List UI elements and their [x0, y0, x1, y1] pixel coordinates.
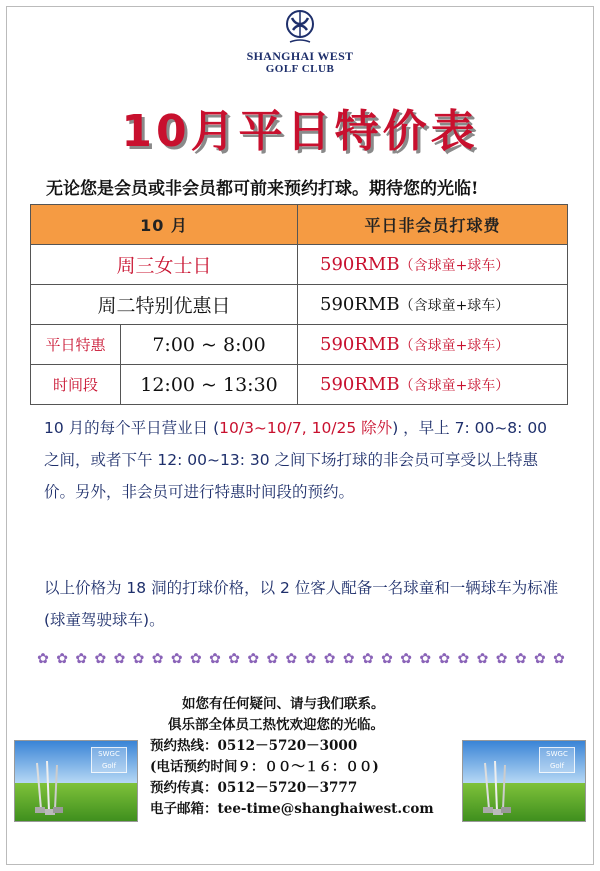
price-note: （含球童+球车）: [399, 298, 510, 314]
price-value: 590RMB: [320, 374, 400, 395]
contact-line-question: 如您有任何疑问、请与我们联系。: [182, 696, 385, 712]
flower-icon: ✿: [419, 651, 432, 667]
club-logo: [230, 8, 370, 75]
reservation-fax: 预约传真：0512－5720－3777: [150, 780, 358, 796]
logo-text-line2: GOLF CLUB: [265, 63, 335, 75]
flower-icon: ✿: [457, 651, 470, 667]
table-header-row: [31, 205, 568, 245]
slot-price-noon: [298, 365, 568, 405]
flower-icon: ✿: [266, 651, 279, 667]
logo-emblem-icon: [282, 8, 318, 46]
price-table: [30, 204, 568, 405]
flower-icon: ✿: [113, 651, 126, 667]
slot-price-morning: [298, 325, 568, 365]
golf-clubs-image: [475, 761, 519, 817]
flower-icon: ✿: [533, 651, 546, 667]
price-value: 590RMB: [320, 254, 400, 275]
header-month: 10 月: [31, 205, 298, 245]
golf-clubs-image: [27, 761, 71, 817]
image-brand-badge: SWGC Golf: [539, 747, 575, 773]
row-ladies-day-price: [298, 245, 568, 285]
price-note: （含球童+球车）: [399, 338, 510, 354]
header-fee: 平日非会员打球费: [298, 205, 568, 245]
flower-icon: ✿: [514, 651, 527, 667]
excluded-dates: 10/3~10/7, 10/25 除外: [219, 419, 393, 437]
table-row: [31, 285, 568, 325]
contact-info: [150, 694, 460, 820]
price-value: 590RMB: [320, 294, 400, 315]
row-tuesday-price: [298, 285, 568, 325]
flower-icon: ✿: [247, 651, 260, 667]
contact-line-welcome: 俱乐部全体员工热忱欢迎您的光临。: [168, 717, 384, 733]
flower-divider: [36, 652, 566, 672]
flower-icon: ✿: [495, 651, 508, 667]
logo-text-line1: SHANGHAI WEST: [246, 49, 354, 63]
table-row: [31, 325, 568, 365]
contact-email[interactable]: 电子邮箱：tee-time@shanghaiwest.com: [150, 801, 434, 817]
price-value: 590RMB: [320, 334, 400, 355]
flower-icon: ✿: [190, 651, 202, 667]
flower-icon: ✿: [342, 651, 355, 667]
page-title: 10月平日特价表: [121, 106, 479, 157]
paragraph-pricing-standard: 以上价格为 18 洞的打球价格，以 2 位客人配备一名球童和一辆球车为标准 (球童驾驶球车)。: [44, 579, 559, 629]
flower-icon: ✿: [361, 651, 374, 667]
flower-icon: ✿: [37, 651, 49, 667]
table-row: [31, 245, 568, 285]
flower-icon: ✿: [228, 651, 240, 667]
reservation-hours: (电话预约时间９：００～１６：００): [150, 759, 379, 775]
reservation-hotline: 预约热线：0512－5720－3000: [150, 738, 358, 754]
row-ladies-day-label: 周三女士日: [31, 245, 298, 285]
flower-icon: ✿: [75, 651, 88, 667]
flower-icon: ✿: [400, 651, 412, 667]
flower-icon: ✿: [285, 651, 298, 667]
flower-icon: ✿: [94, 651, 107, 667]
row-tuesday-label: 周二特别优惠日: [31, 285, 298, 325]
golf-image-left: [14, 740, 138, 822]
flower-icon: ✿: [381, 651, 393, 667]
paragraph-part2: ) ，早上 7: 00~8: 00 之间，或者下午 12: 00~13: 30 之间下场打球的非会员可享受以上特惠价。另外，非会员可进行特惠时间段的预约。: [44, 419, 548, 501]
flower-icon: ✿: [304, 651, 317, 667]
flower-icon: ✿: [323, 651, 336, 667]
flower-icon: ✿: [438, 651, 451, 667]
tagline: 无论您是会员或非会员都可前来预约打球。期待您的光临!: [46, 179, 479, 199]
price-note: （含球童+球车）: [399, 258, 510, 274]
paragraph-offer-details: [44, 412, 564, 508]
flower-icon: ✿: [56, 651, 68, 667]
image-brand-badge: SWGC Golf: [91, 747, 127, 773]
flower-icon: ✿: [553, 651, 565, 667]
flower-icon: ✿: [151, 651, 164, 667]
slot-time-noon: 12:00 ~ 13:30: [121, 365, 298, 405]
flower-icon: ✿: [132, 651, 145, 667]
special-label-bottom: 时间段: [31, 365, 121, 405]
flower-icon: ✿: [209, 651, 221, 667]
flower-icon: ✿: [170, 651, 183, 667]
paragraph-part1: 10 月的每个平日营业日 (: [44, 419, 220, 437]
table-row: [31, 365, 568, 405]
golf-image-right: [462, 740, 586, 822]
price-note: （含球童+球车）: [399, 378, 510, 394]
slot-time-morning: 7:00 ~ 8:00: [121, 325, 298, 365]
flower-icon: ✿: [476, 651, 489, 667]
special-label-top: 平日特惠: [31, 325, 121, 365]
